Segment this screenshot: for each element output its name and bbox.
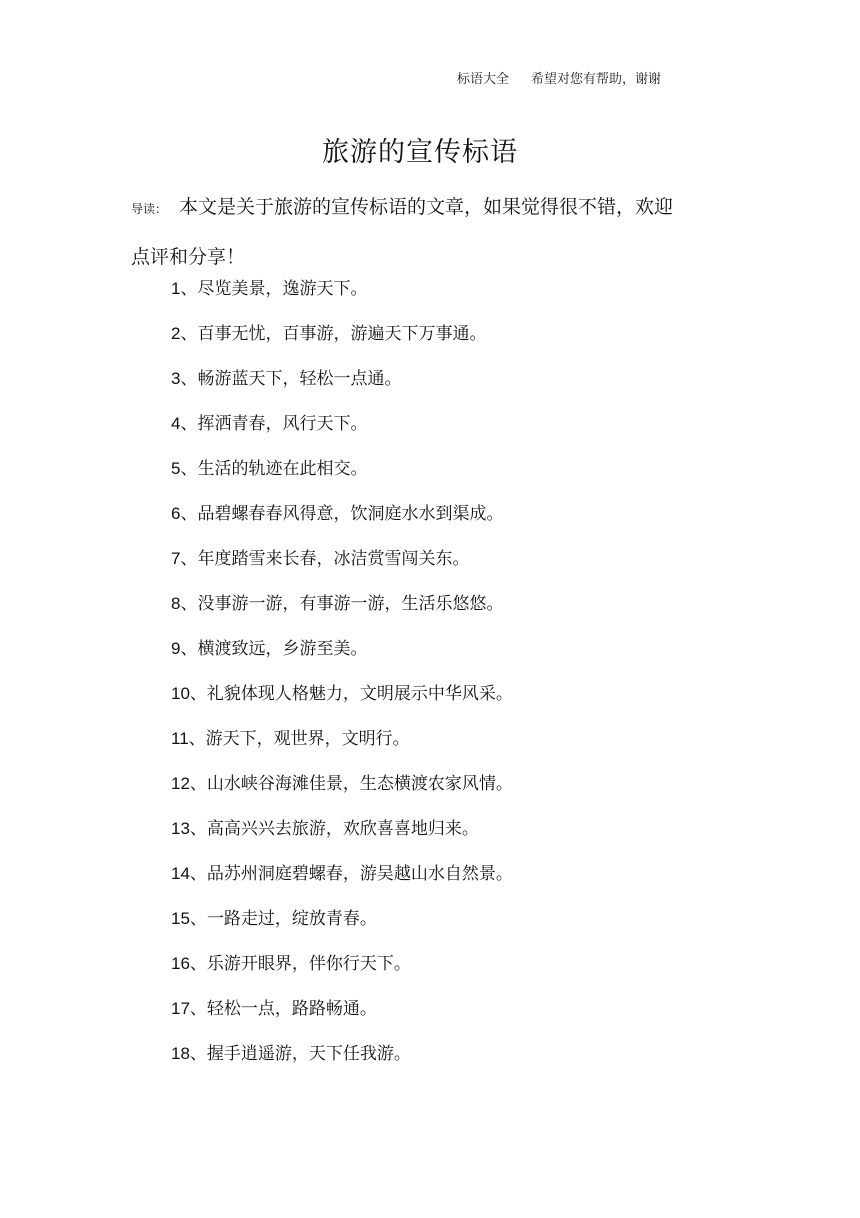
slogan-item: [171, 501, 513, 546]
slogan-number: 11: [171, 729, 189, 748]
slogan-number: 6: [171, 504, 181, 523]
slogan-number: 5: [171, 459, 181, 478]
slogan-item: [171, 456, 513, 501]
header-left-text: 标语大全: [457, 72, 510, 87]
slogan-item: [171, 861, 513, 906]
slogan-number: 2: [171, 324, 181, 343]
slogan-text: 、年度踏雪来长春，冰洁赏雪闯关东。: [180, 549, 470, 569]
slogan-item: [171, 636, 513, 681]
slogan-text: 、挥洒青春，风行天下。: [180, 414, 368, 434]
document-title: 旅游的宣传标语: [322, 137, 518, 168]
slogan-number: 13: [171, 819, 190, 838]
slogan-text: 、没事游一游，有事游一游，生活乐悠悠。: [180, 594, 504, 614]
slogan-text: 、乐游开眼界，伴你行天下。: [189, 954, 411, 974]
slogan-item: [171, 951, 513, 996]
slogan-text: 、握手逍遥游，天下任我游。: [189, 1044, 411, 1064]
slogan-item: [171, 411, 513, 456]
slogan-number: 10: [171, 684, 190, 703]
slogan-text: 、百事无忧，百事游，游遍天下万事通。: [180, 324, 487, 344]
slogan-text: 、礼貌体现人格魅力，文明展示中华风采。: [189, 684, 513, 704]
slogan-number: 7: [171, 549, 181, 568]
slogan-item: [171, 591, 513, 636]
slogan-item: [171, 996, 513, 1041]
slogan-item: [171, 681, 513, 726]
slogan-text: 、高高兴兴去旅游，欢欣喜喜地归来。: [189, 819, 479, 839]
slogan-number: 14: [171, 864, 190, 883]
slogan-item: [171, 726, 513, 771]
slogan-number: 16: [171, 954, 190, 973]
slogan-list: [171, 276, 513, 1086]
slogan-text: 、尽览美景，逸游天下。: [180, 279, 368, 299]
slogan-item: [171, 906, 513, 951]
slogan-text: 、生活的轨迹在此相交。: [180, 459, 368, 479]
slogan-text: 、品苏州洞庭碧螺春，游吴越山水自然景。: [189, 864, 513, 884]
slogan-number: 1: [171, 279, 181, 298]
slogan-number: 12: [171, 774, 190, 793]
slogan-item: [171, 321, 513, 366]
intro-text: 本文是关于旅游的宣传标语的文章，如果觉得很不错，欢迎点评和分享！: [131, 196, 674, 268]
slogan-number: 15: [171, 909, 190, 928]
slogan-number: 9: [171, 639, 181, 658]
slogan-item: [171, 276, 513, 321]
page-header: [457, 68, 661, 87]
intro-label: 导读：: [131, 202, 168, 216]
slogan-item: [171, 816, 513, 861]
slogan-text: 、品碧螺春春风得意，饮洞庭水水到渠成。: [180, 504, 504, 524]
header-right-text: 希望对您有帮助，谢谢: [531, 72, 662, 87]
intro-paragraph: [131, 183, 691, 281]
slogan-text: 、游天下，观世界，文明行。: [188, 729, 410, 749]
slogan-item: [171, 546, 513, 591]
slogan-text: 、轻松一点，路路畅通。: [189, 999, 377, 1019]
slogan-number: 17: [171, 999, 190, 1018]
slogan-item: [171, 771, 513, 816]
slogan-text: 、横渡致远，乡游至美。: [180, 639, 368, 659]
slogan-number: 8: [171, 594, 181, 613]
slogan-number: 3: [171, 369, 181, 388]
slogan-item: [171, 1041, 513, 1086]
slogan-item: [171, 366, 513, 411]
slogan-number: 18: [171, 1044, 190, 1063]
slogan-text: 、一路走过，绽放青春。: [189, 909, 377, 929]
slogan-text: 、畅游蓝天下，轻松一点通。: [180, 369, 402, 389]
slogan-text: 、山水峡谷海滩佳景，生态横渡农家风情。: [189, 774, 513, 794]
slogan-number: 4: [171, 414, 181, 433]
